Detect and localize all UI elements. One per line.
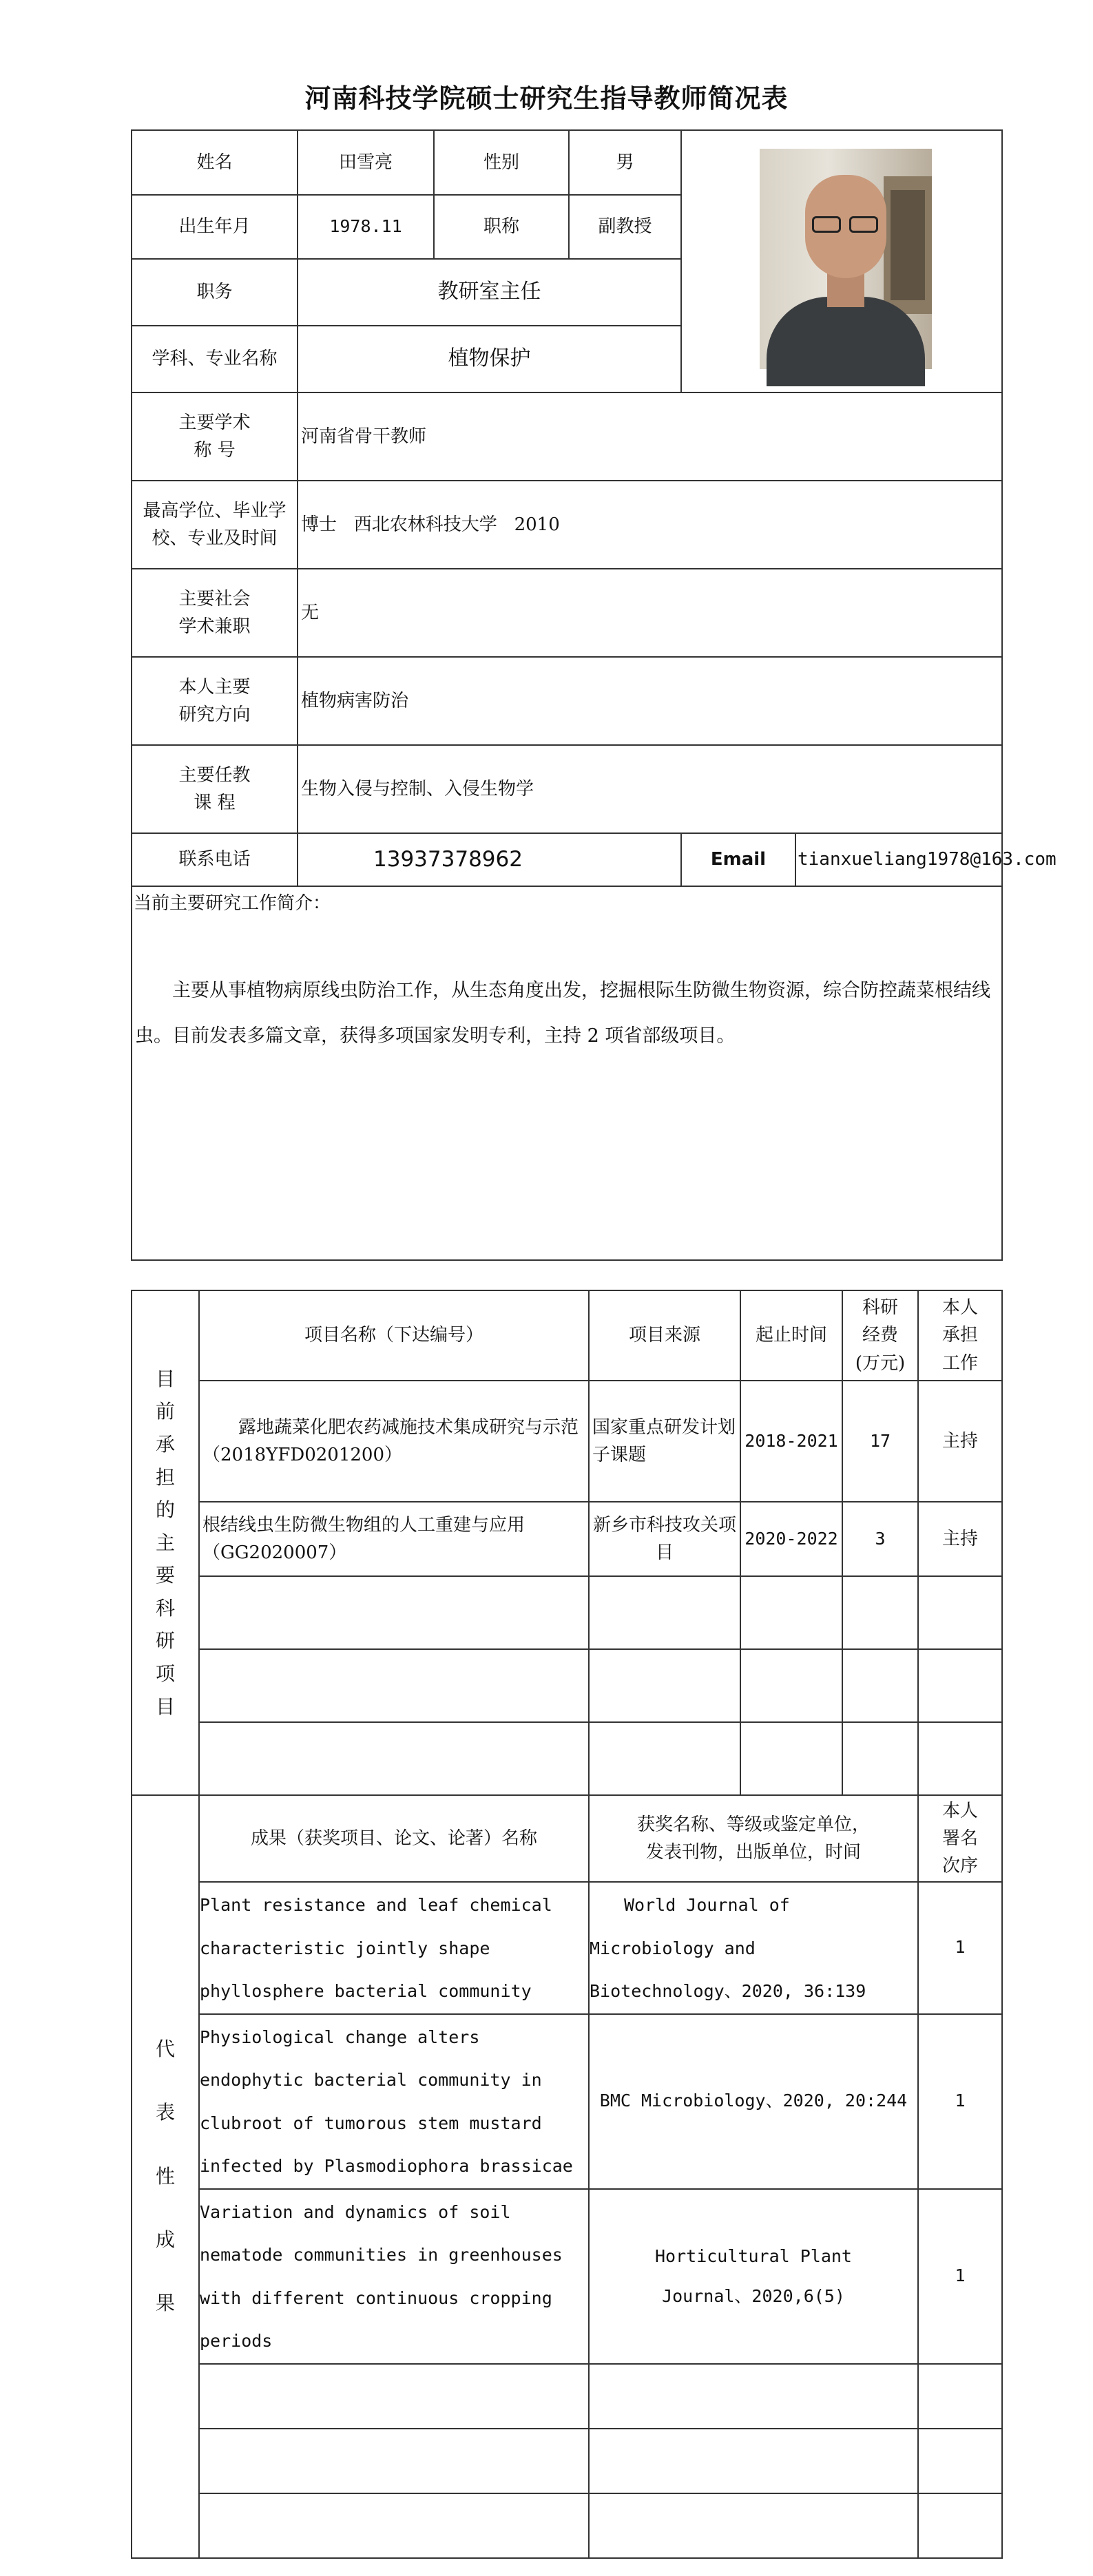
name-value: 田雪亮 xyxy=(298,130,434,195)
degree-label: 最高学位、毕业学 校、专业及时间 xyxy=(132,481,298,569)
title-label: 职称 xyxy=(434,195,569,259)
title-value: 副教授 xyxy=(569,195,681,259)
achievement-row xyxy=(132,1882,1002,2014)
project-role: 主持 xyxy=(918,1502,1002,1576)
achievements-header-venue: 获奖名称、等级或鉴定单位， 发表刊物，出版单位，时间 xyxy=(589,1795,918,1882)
position-label: 职务 xyxy=(132,259,298,326)
projects-side-label: 目 前 承 担 的 主 要 科 研 项 目 xyxy=(132,1290,199,1795)
teacher-photo xyxy=(760,149,932,369)
project-funds: 17 xyxy=(842,1381,918,1502)
project-row-empty xyxy=(132,1649,1002,1722)
document-title: 河南科技学院硕士研究生指导教师简况表 xyxy=(304,83,789,114)
project-name: 根结线虫生防微生物组的人工重建与应用（GG2020007） xyxy=(199,1502,589,1576)
gender-value: 男 xyxy=(569,130,681,195)
photo-cell xyxy=(681,130,1002,392)
achievement-name: Physiological change alters endophytic bacterial community in clubroot of tumorous stem mustard infected by Plasmodiophora brassicae xyxy=(199,2014,589,2189)
project-source: 新乡市科技攻关项目 xyxy=(589,1502,740,1576)
summary-text: 主要从事植物病原线虫防治工作，从生态角度出发，挖掘根际生防微生物资源，综合防控蔬菜根结线虫。目前发表多篇文章，获得多项国家发明专利，主持 2 项省部级项目。 xyxy=(135,980,990,1047)
birth-label: 出生年月 xyxy=(132,195,298,259)
gender-label: 性别 xyxy=(434,130,569,195)
achievement-row-empty xyxy=(132,2364,1002,2429)
project-source: 国家重点研发计划子课题 xyxy=(589,1381,740,1502)
achievement-row xyxy=(132,2014,1002,2189)
achievement-venue: Horticultural Plant Journal、2020,6(5) xyxy=(589,2189,918,2364)
achievement-venue: World Journal of Microbiology and Biotechnology、2020, 36:139 xyxy=(589,1882,918,2014)
research-value: 植物病害防治 xyxy=(298,657,1002,745)
course-label: 主要任教 课 程 xyxy=(132,745,298,833)
project-role: 主持 xyxy=(918,1381,1002,1502)
projects-achievements-table xyxy=(131,1290,1003,2559)
project-name: 露地蔬菜化肥农药减施技术集成研究与示范（2018YFD0201200） xyxy=(199,1381,589,1502)
project-period: 2020-2022 xyxy=(740,1502,842,1576)
achievements-header-name: 成果（获奖项目、论文、论著）名称 xyxy=(199,1795,589,1882)
honor-value: 河南省骨干教师 xyxy=(298,392,1002,481)
degree-value: 博士 西北农林科技大学 2010 xyxy=(298,481,1002,569)
name-label: 姓名 xyxy=(132,130,298,195)
project-row xyxy=(132,1381,1002,1502)
project-row-empty xyxy=(132,1722,1002,1795)
projects-header-period: 起止时间 xyxy=(740,1290,842,1381)
achievement-row xyxy=(132,2189,1002,2364)
phone-label: 联系电话 xyxy=(132,833,298,886)
major-value: 植物保护 xyxy=(298,326,681,392)
project-funds: 3 xyxy=(842,1502,918,1576)
project-row-empty xyxy=(132,1576,1002,1649)
projects-header-source: 项目来源 xyxy=(589,1290,740,1381)
achievement-name: Plant resistance and leaf chemical characteristic jointly shape phyllosphere bacterial community xyxy=(199,1882,589,2014)
projects-header-funds: 科研 经费 (万元) xyxy=(842,1290,918,1381)
project-row xyxy=(132,1502,1002,1576)
achievement-venue: BMC Microbiology、2020, 20:244 xyxy=(589,2014,918,2189)
achievements-side-label: 代 表 性 成 果 xyxy=(132,1795,199,2558)
course-value: 生物入侵与控制、入侵生物学 xyxy=(298,745,1002,833)
achievement-order: 1 xyxy=(918,2014,1002,2189)
birth-value: 1978.11 xyxy=(298,195,434,259)
projects-header-name: 项目名称（下达编号） xyxy=(199,1290,589,1381)
achievements-header-order: 本人 署名 次序 xyxy=(918,1795,1002,1882)
email-label: Email xyxy=(681,833,795,886)
achievement-name: Variation and dynamics of soil nematode communities in greenhouses with different continuous cropping periods xyxy=(199,2189,589,2364)
achievement-order: 1 xyxy=(918,2189,1002,2364)
social-label: 主要社会 学术兼职 xyxy=(132,569,298,657)
summary-heading: 当前主要研究工作简介： xyxy=(134,893,331,914)
research-label: 本人主要 研究方向 xyxy=(132,657,298,745)
achievement-row-empty xyxy=(132,2429,1002,2493)
basic-info-table xyxy=(131,129,1056,1261)
projects-header-role: 本人 承担 工作 xyxy=(918,1290,1002,1381)
research-summary xyxy=(132,886,1002,1260)
achievement-order: 1 xyxy=(918,1882,1002,2014)
email-value: tianxueliang1978@163.com xyxy=(795,833,1002,886)
project-period: 2018-2021 xyxy=(740,1381,842,1502)
phone-value: 13937378962 xyxy=(298,833,681,886)
achievement-row-empty xyxy=(132,2493,1002,2558)
major-label: 学科、专业名称 xyxy=(132,326,298,392)
social-value: 无 xyxy=(298,569,1002,657)
honor-label: 主要学术 称 号 xyxy=(132,392,298,481)
position-value: 教研室主任 xyxy=(298,259,681,326)
